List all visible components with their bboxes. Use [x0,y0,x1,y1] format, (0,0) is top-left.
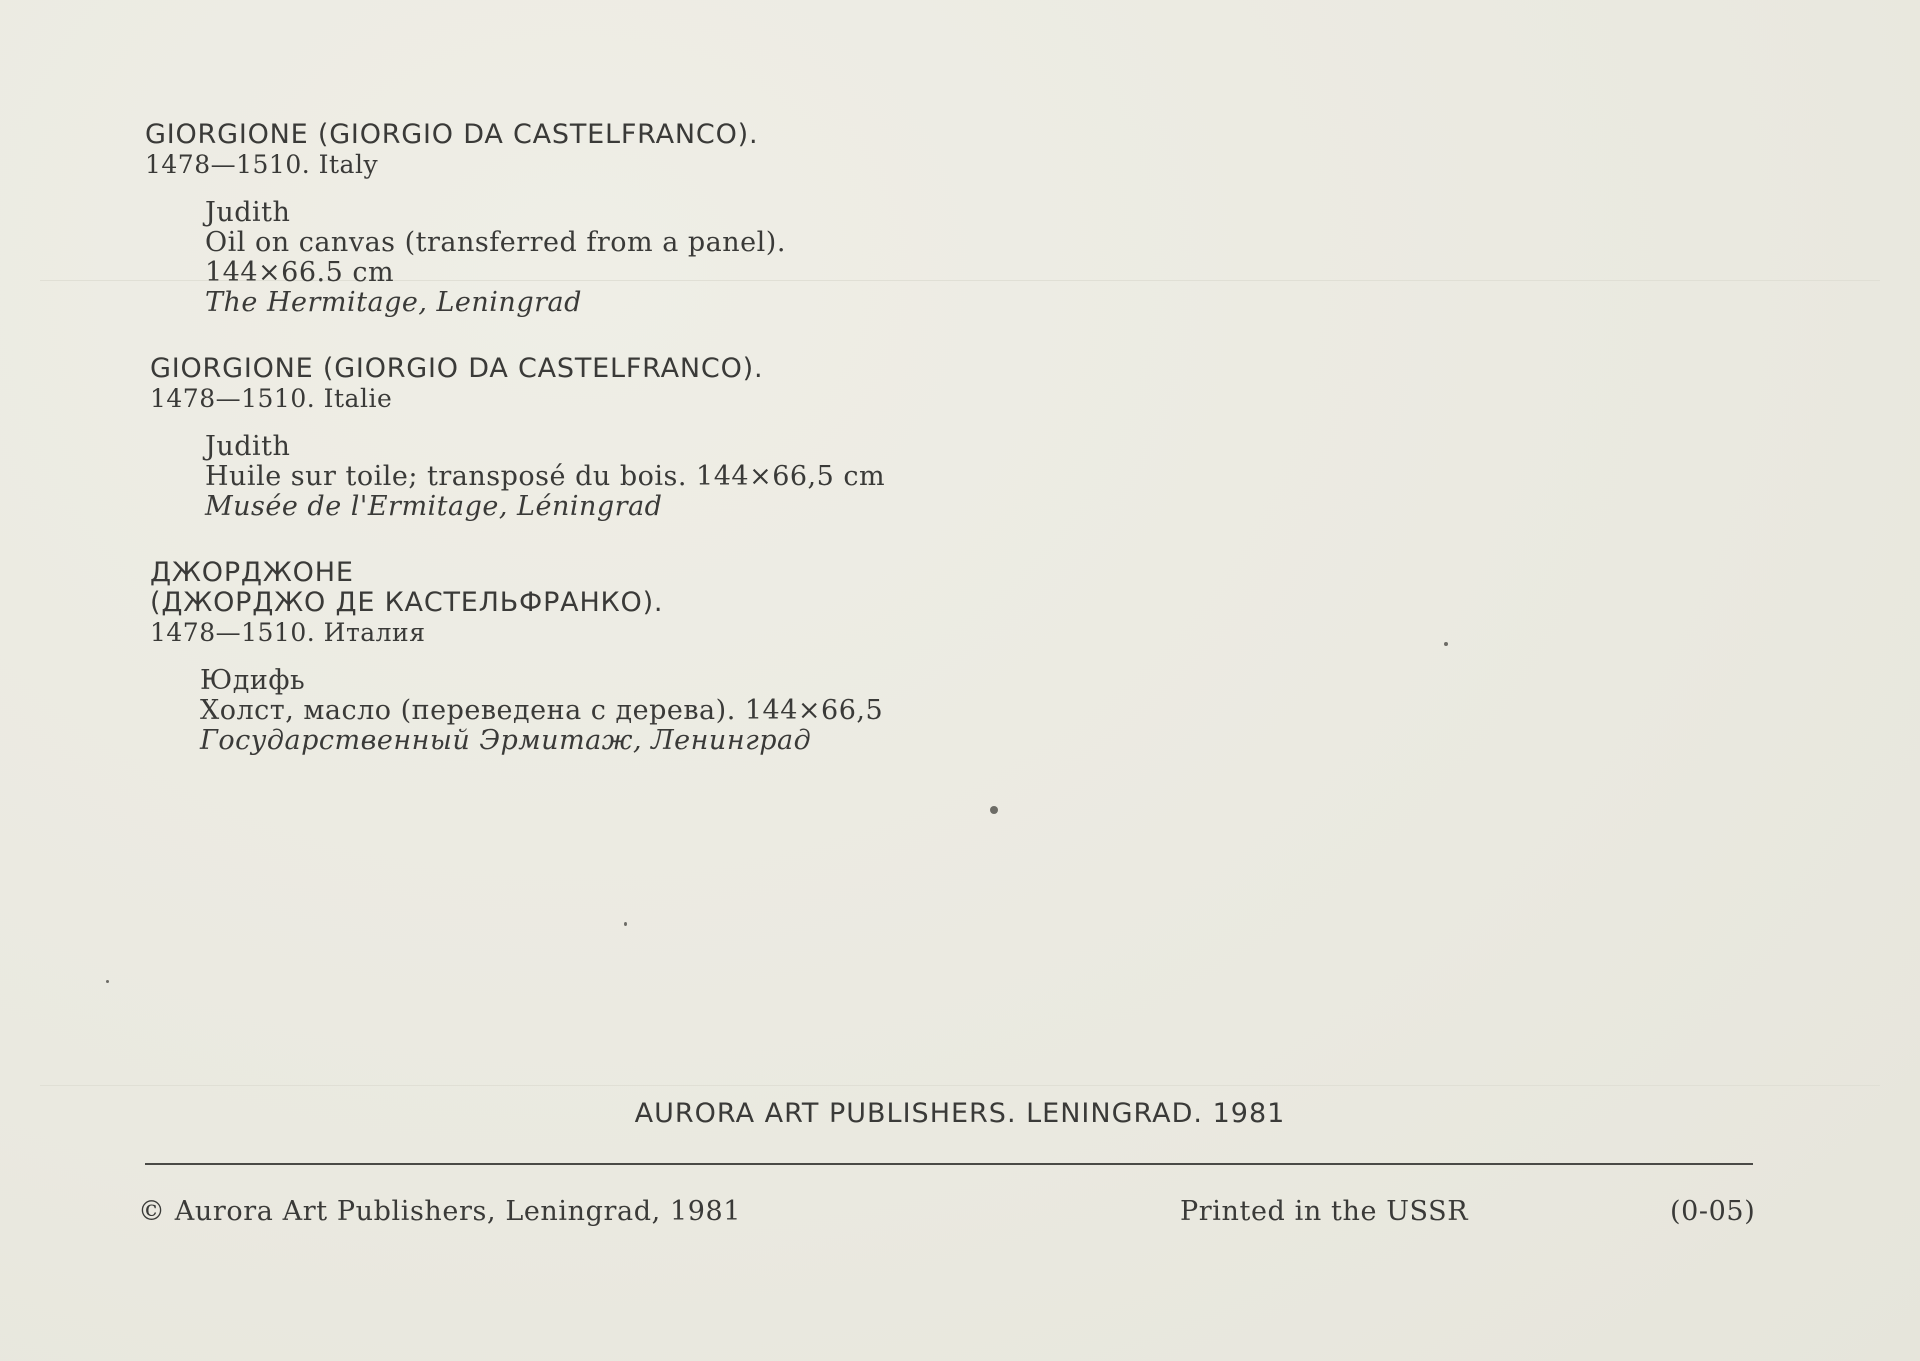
catalog-code: (0-05) [1670,1196,1756,1227]
artwork-title: Юдифь [200,665,306,696]
paper-speck [990,806,998,814]
paper-speck [1444,642,1448,646]
copyright-notice: © Aurora Art Publishers, Leningrad, 1981 [138,1196,742,1227]
artwork-title: Judith [205,431,291,462]
artwork-size: 144×66.5 cm [205,257,395,288]
artwork-medium: Oil on canvas (transferred from a panel). [205,227,786,258]
artwork-title: Judith [205,197,291,228]
artist-name: ДЖОРДЖОНЕ [150,557,354,588]
artist-name-cont: (ДЖОРДЖО ДЕ КАСТЕЛЬФРАНКО). [150,587,664,618]
museum-name: The Hermitage, Leningrad [205,287,582,318]
artist-dates: 1478—1510. Italie [150,384,393,413]
artist-dates: 1478—1510. Италия [150,618,426,647]
artist-name: GIORGIONE (GIORGIO DA CASTELFRANCO). [150,353,764,384]
publisher-line: AURORA ART PUBLISHERS. LENINGRAD. 1981 [634,1098,1286,1129]
artwork-medium: Холст, масло (переведена с дерева). 144×66,5 [200,695,884,726]
english-caption [145,120,786,318]
artwork-medium: Huile sur toile; transposé du bois. 144×66,5 cm [205,461,886,492]
paper-crease [40,1085,1880,1086]
artist-name: GIORGIONE (GIORGIO DA CASTELFRANCO). [145,119,759,150]
french-caption [150,354,885,522]
paper-speck [624,922,627,926]
museum-name: Государственный Эрмитаж, Ленинград [200,725,812,756]
museum-name: Musée de l'Ermitage, Léningrad [205,491,663,522]
artist-dates: 1478—1510. Italy [145,150,379,179]
divider [145,1163,1753,1165]
paper-speck [106,980,109,983]
printed-notice: Printed in the USSR [1180,1196,1469,1227]
russian-caption [150,558,883,756]
